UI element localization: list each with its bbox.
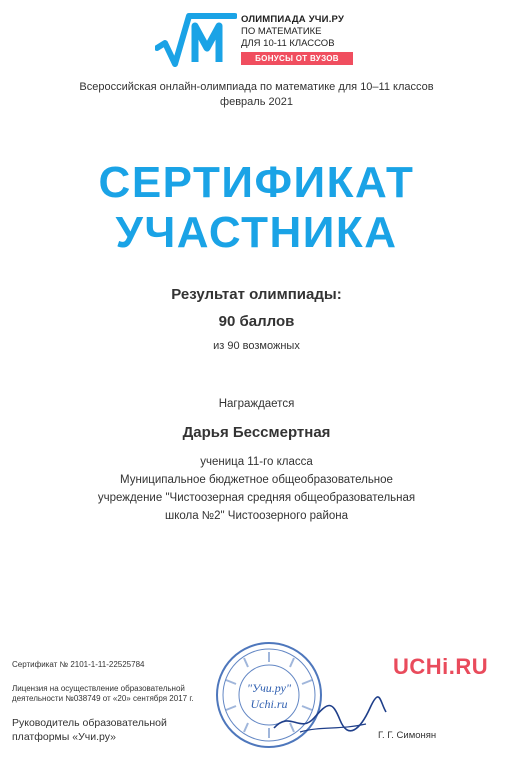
uchi-ru-logo: UCHi.RU [393,654,489,679]
logo-text [241,14,344,50]
logo-line-3: ДЛЯ 10-11 КЛАССОВ [241,38,335,49]
recipient-name: Дарья Бессмертная [182,424,331,441]
head-line-2: платформы «Учи.ру» [12,731,116,743]
head-title [12,716,167,744]
stamp-text-bottom: Uchi.ru [250,697,288,711]
stamp-text-top: "Учи.ру" [246,681,292,695]
awarded-label: Награждается [218,398,295,410]
license-info [12,684,194,704]
logo-line-2: ПО МАТЕМАТИКЕ [241,26,322,37]
sqrt-m-logo-icon [155,12,237,68]
signature [270,690,390,740]
recipient-grade: ученица 11-го класса [200,456,313,468]
result-score: 90 баллов [218,313,295,330]
license-line-2: деятельности №038749 от «20» сентября 2017 г. [12,694,194,703]
title-line-1: СЕРТИФИКАТ [98,158,415,207]
signer-name: Г. Г. Симонян [378,730,437,741]
olympiad-subtitle [0,80,513,110]
recipient-details [0,453,513,525]
certificate-title [0,158,513,258]
school-line-3: школа №2" Чистоозерного района [164,510,349,522]
license-line-1: Лицензия на осуществление образовательной [12,684,185,693]
title-line-2: УЧАСТНИКА [115,208,398,257]
result-max: из 90 возможных [213,340,300,352]
subtitle-date: февраль 2021 [220,96,293,108]
head-line-1: Руководитель образовательной [12,717,167,729]
logo-line-1: ОЛИМПИАДА УЧИ.РУ [241,14,345,25]
olympiad-logo [155,12,385,70]
school-line-2: учреждение "Чистоозерная средняя общеобразовательная [97,492,416,504]
bonus-badge: БОНУСЫ ОТ ВУЗОВ [241,52,353,65]
result-label: Результат олимпиады: [171,286,342,303]
certificate-number: Сертификат № 2101-1-11-22525784 [12,660,145,669]
school-line-1: Муниципальное бюджетное общеобразовательное [120,474,393,486]
subtitle-line-1: Всероссийская онлайн-олимпиада по математике для 10–11 классов [79,81,434,93]
